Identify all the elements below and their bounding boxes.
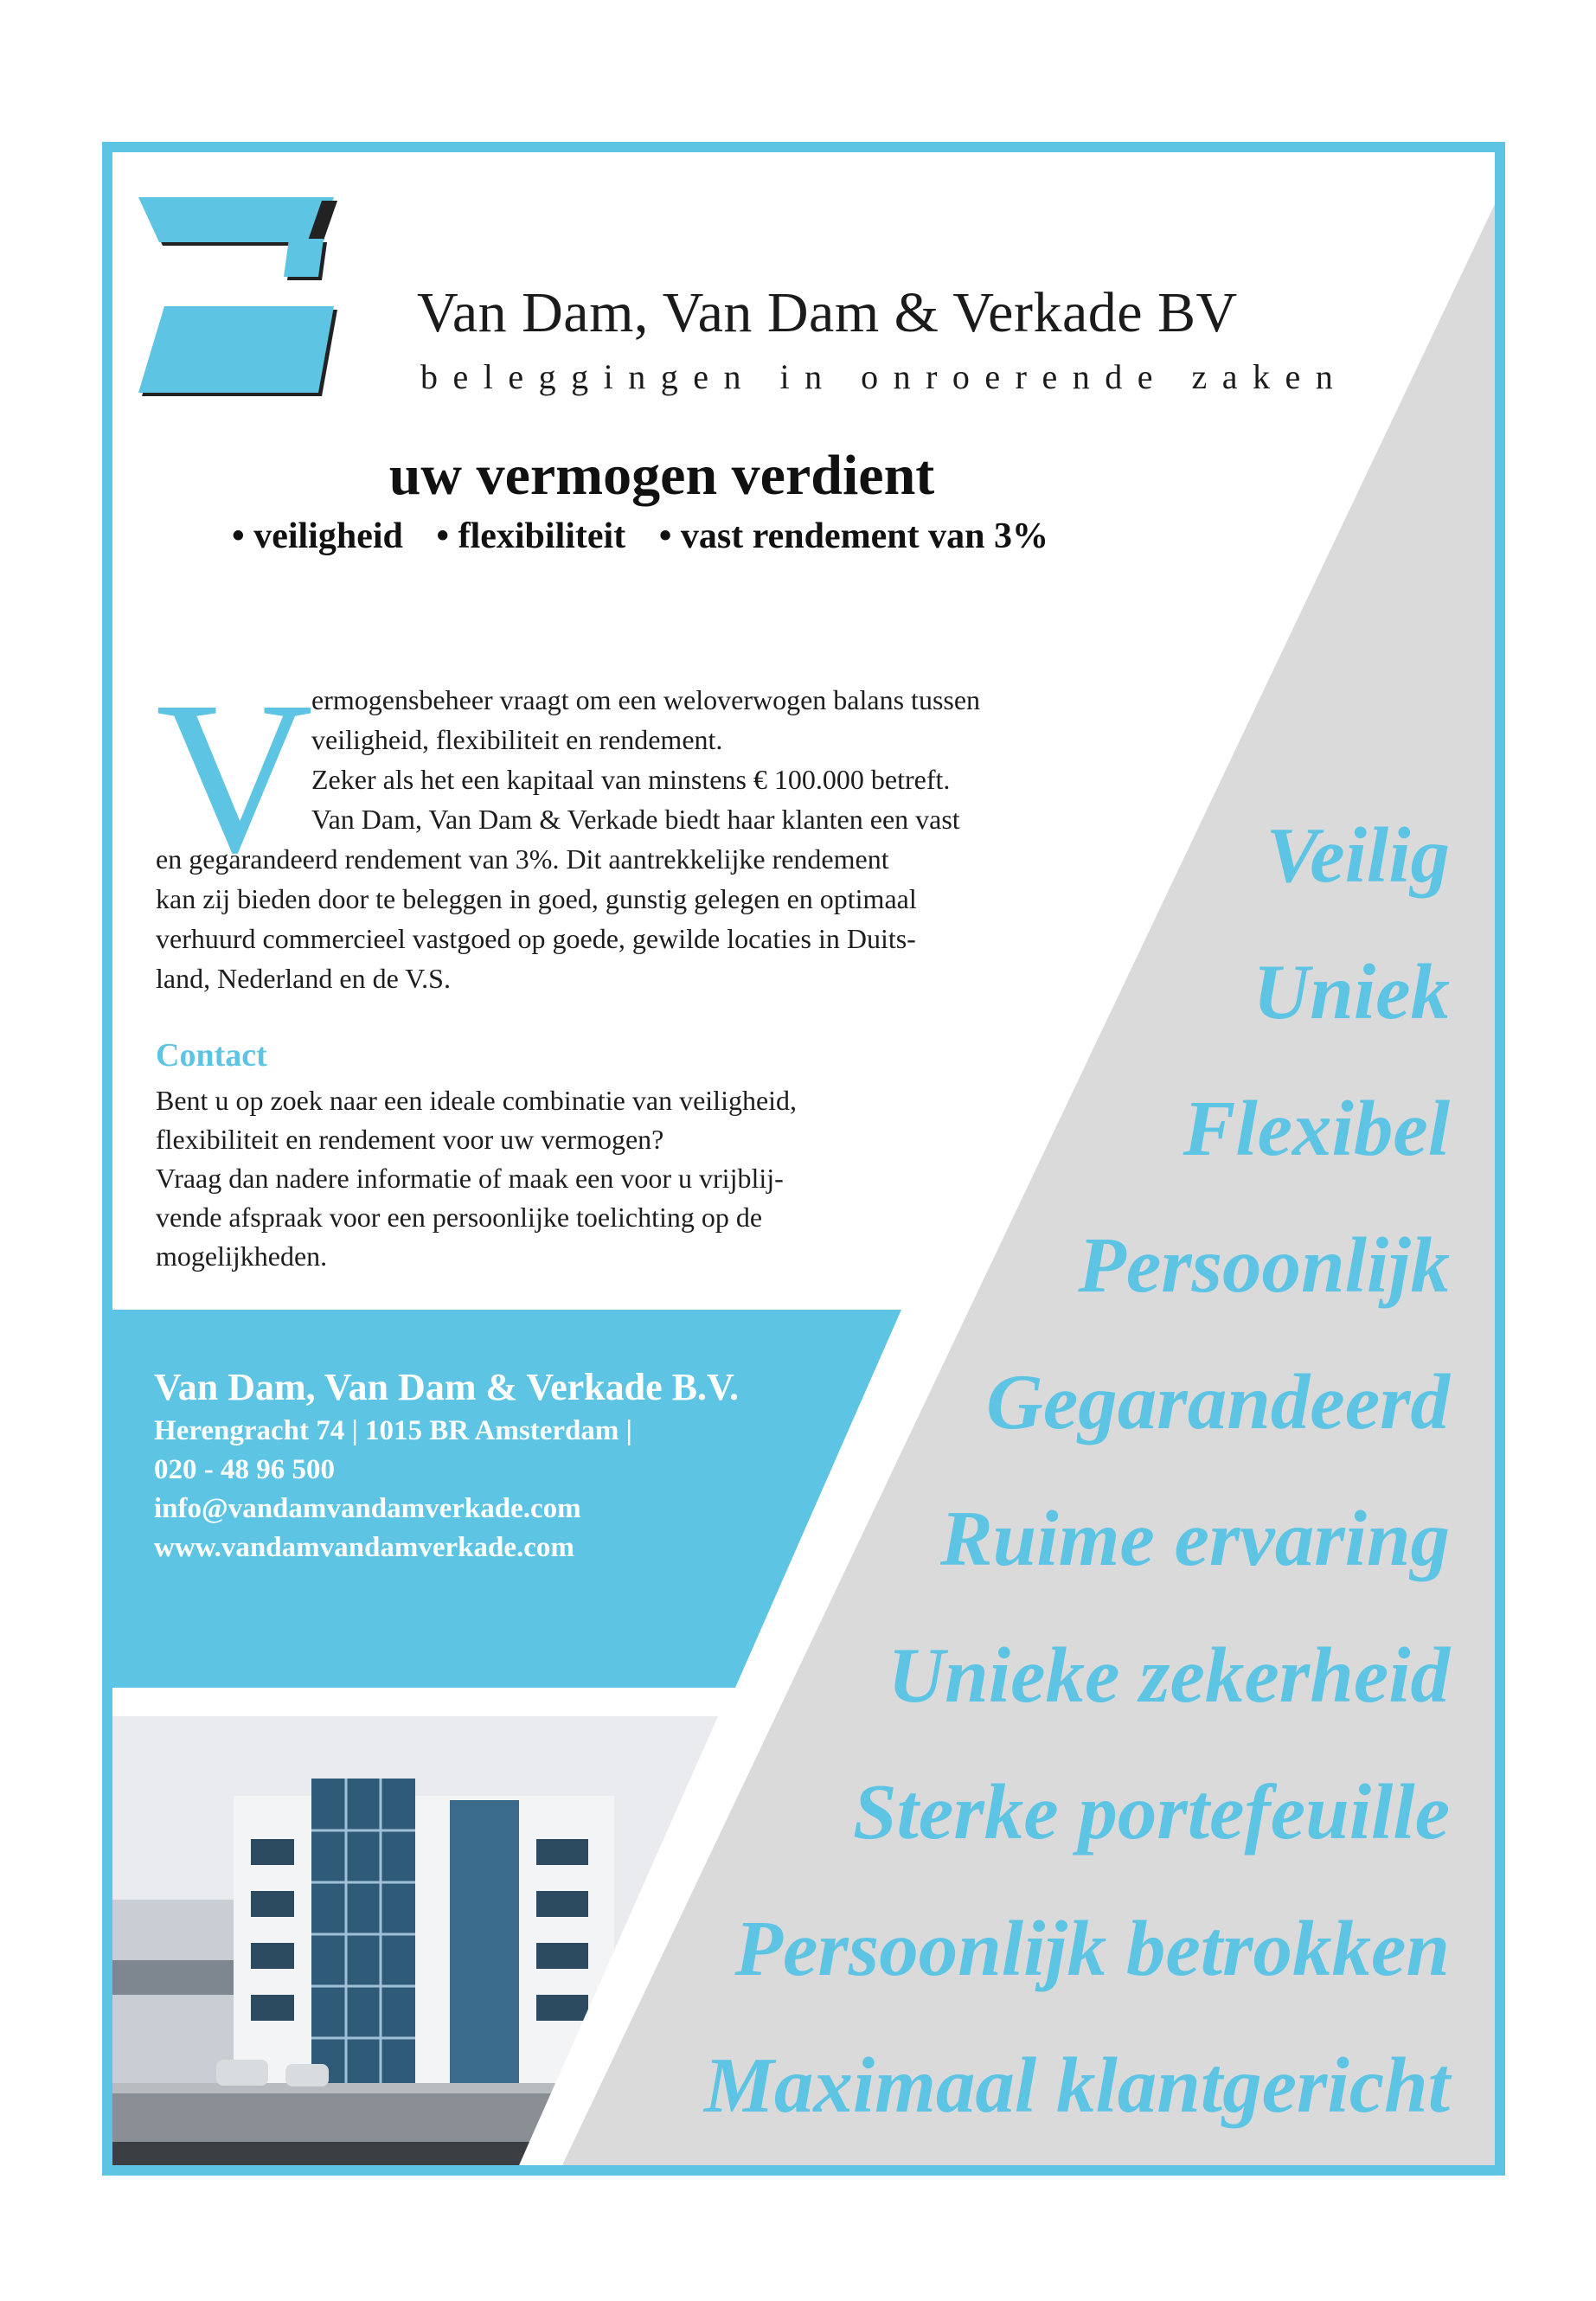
contact-heading: Contact (156, 1037, 267, 1074)
headline: uw vermogen verdient (388, 444, 935, 507)
keyword-list (585, 787, 1450, 2154)
keyword-item: Gegarandeerd (986, 1358, 1450, 1445)
company-name: Van Dam, Van Dam & Verkade BV (417, 281, 1238, 344)
keyword-item: Veilig (1266, 811, 1450, 899)
info-company-name: Van Dam, Van Dam & Verkade B.V. (154, 1366, 740, 1408)
keyword-item: Flexibel (1183, 1085, 1450, 1172)
intro-line: verhuurd commercieel vastgoed op goede, gewilde locaties in Duits- (156, 923, 916, 954)
contact-line: mogelijkheden. (156, 1240, 328, 1272)
intro-line: kan zij bieden door te beleggen in goed, gunstig gelegen en optimaal (156, 883, 917, 914)
intro-line: Zeker als het een kapitaal van minstens € 100.000 betreft. (311, 764, 951, 795)
intro-line: ermogensbeheer vraagt om een weloverwogen balans tussen (311, 684, 981, 715)
company-logo-icon (138, 197, 337, 396)
contact-line: vende afspraak voor een persoonlijke toelichting op de (156, 1202, 763, 1233)
contact-line: flexibiliteit en rendement voor uw vermogen? (156, 1124, 664, 1155)
bullet-item: • flexibiliteit (436, 516, 626, 556)
keyword-item: Sterke portefeuille (853, 1768, 1450, 1856)
info-phone[interactable]: 020 - 48 96 500 (154, 1454, 335, 1485)
intro-line: en gegarandeerd rendement van 3%. Dit aantrekkelijke rendement (156, 843, 889, 875)
bullet-item: • veiligheid (232, 516, 403, 556)
intro-line: land, Nederland en de V.S. (156, 963, 451, 994)
info-address: Herengracht 74 | 1015 BR Amsterdam | (154, 1415, 632, 1446)
info-website-link[interactable]: www.vandamvandamverkade.com (154, 1532, 574, 1563)
drop-cap: V (156, 656, 313, 898)
intro-line: Van Dam, Van Dam & Verkade biedt haar klanten een vast (311, 804, 960, 835)
keyword-item: Persoonlijk (1078, 1221, 1450, 1309)
intro-line: veiligheid, flexibiliteit en rendement. (311, 724, 723, 755)
keyword-item: Ruime ervaring (939, 1495, 1450, 1582)
benefit-bullets (232, 516, 1048, 557)
flyer-frame (102, 142, 1505, 2176)
company-tagline: beleggingen in onroerende zaken (420, 357, 1349, 396)
keyword-item: Maximaal klantgericht (703, 2041, 1450, 2129)
keyword-item: Uniek (1253, 948, 1450, 1035)
contact-line: Vraag dan nadere informatie of maak een voor u vrijblij- (156, 1163, 784, 1194)
keyword-item: Persoonlijk betrokken (734, 1905, 1450, 1992)
bullet-item: • vast rendement van 3% (658, 516, 1048, 556)
keyword-item: Unieke zekerheid (888, 1631, 1450, 1719)
info-email-link[interactable]: info@vandamvandamverkade.com (154, 1493, 581, 1524)
contact-line: Bent u op zoek naar een ideale combinatie van veiligheid, (156, 1085, 798, 1116)
